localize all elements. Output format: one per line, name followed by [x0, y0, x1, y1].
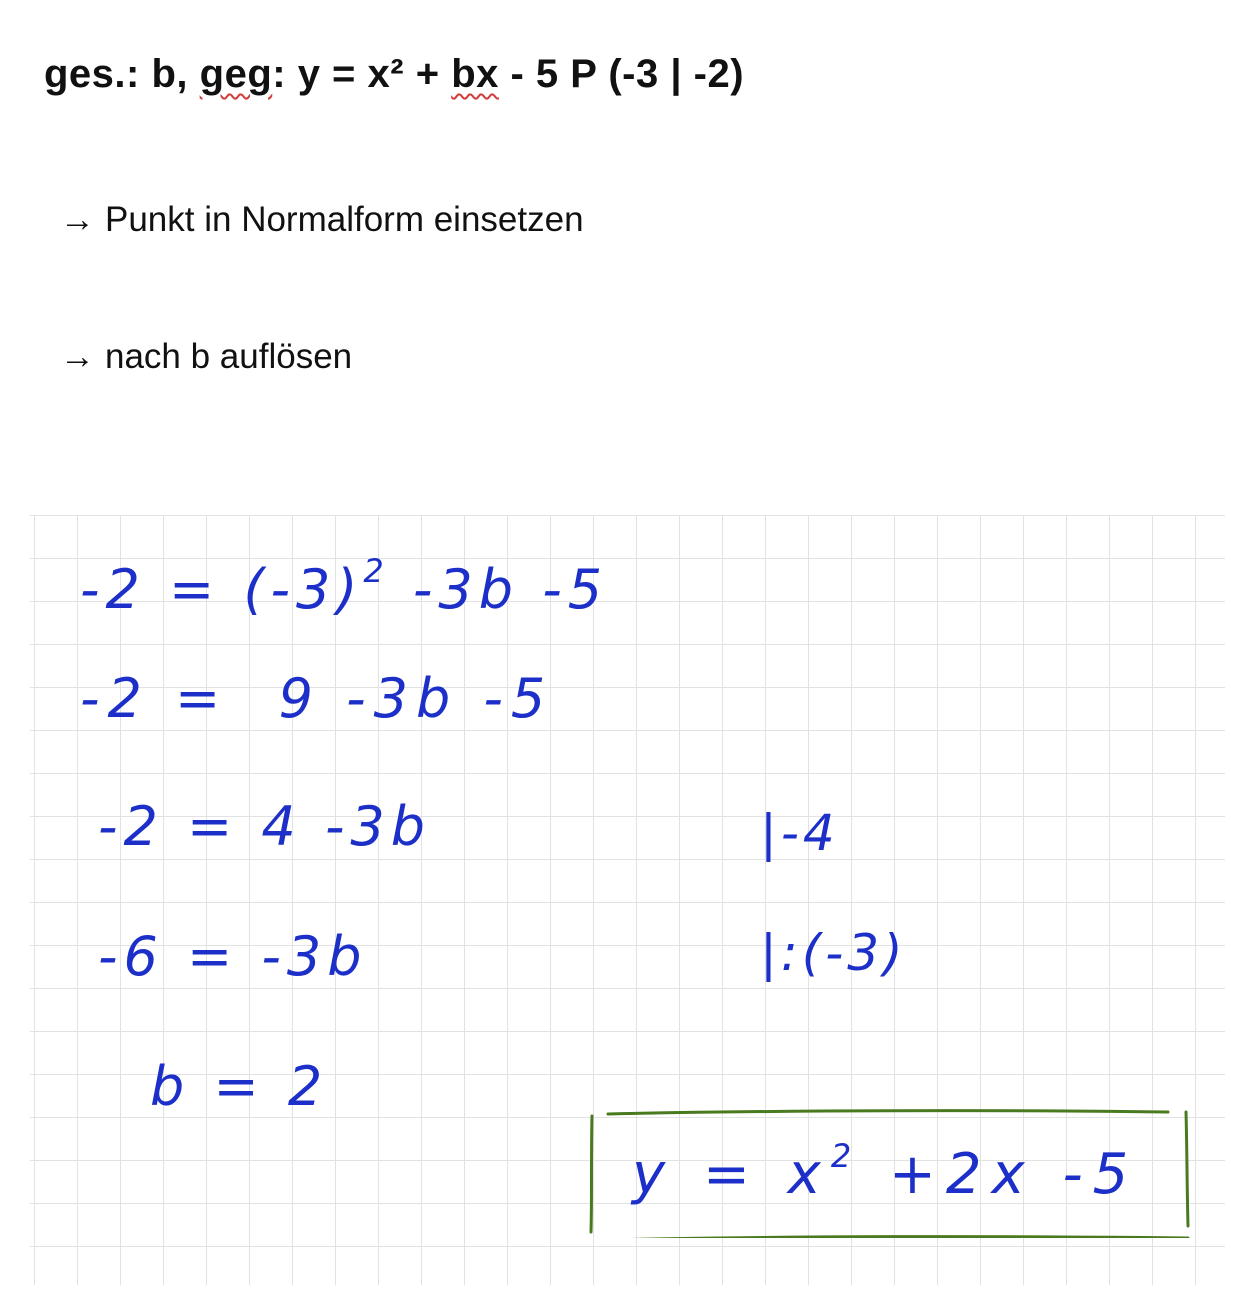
equation-part: : y = x² +: [272, 52, 452, 96]
step-text: nach b auflösen: [105, 337, 353, 376]
result-exponent: 2: [830, 1137, 862, 1175]
operation-subtract-4: |-4: [760, 804, 839, 862]
spellcheck-word-geg: geg: [199, 52, 273, 96]
step-text: Punkt in Normalform einsetzen: [105, 200, 584, 239]
given-label-prefix: ges.: b,: [44, 52, 200, 96]
step-solve: [60, 337, 352, 377]
result-equation: [632, 1137, 1139, 1207]
equation-line-2: -2 = 9 -3b -5: [80, 667, 554, 730]
equation-line-1-main: -2 = (-3): [80, 558, 364, 621]
operation-divide-minus-3: |:(-3): [760, 924, 907, 982]
arrow-icon: →: [60, 337, 95, 376]
exponent: 2: [363, 552, 390, 590]
spellcheck-word-bx: bx: [451, 52, 499, 96]
problem-statement: [44, 52, 744, 97]
equation-line-1-rest: -3b -5: [389, 558, 609, 621]
point-part: - 5 P (-3 | -2): [498, 52, 745, 96]
equation-line-1: [80, 552, 609, 621]
result-rhs: +2x -5: [861, 1142, 1139, 1207]
arrow-icon: →: [60, 200, 95, 239]
result-lhs: y = x: [632, 1142, 831, 1207]
equation-line-3: -2 = 4 -3b: [98, 795, 432, 858]
equation-line-4: -6 = -3b: [98, 925, 368, 988]
step-substitute: [60, 200, 584, 240]
equation-line-5: b = 2: [150, 1055, 329, 1118]
